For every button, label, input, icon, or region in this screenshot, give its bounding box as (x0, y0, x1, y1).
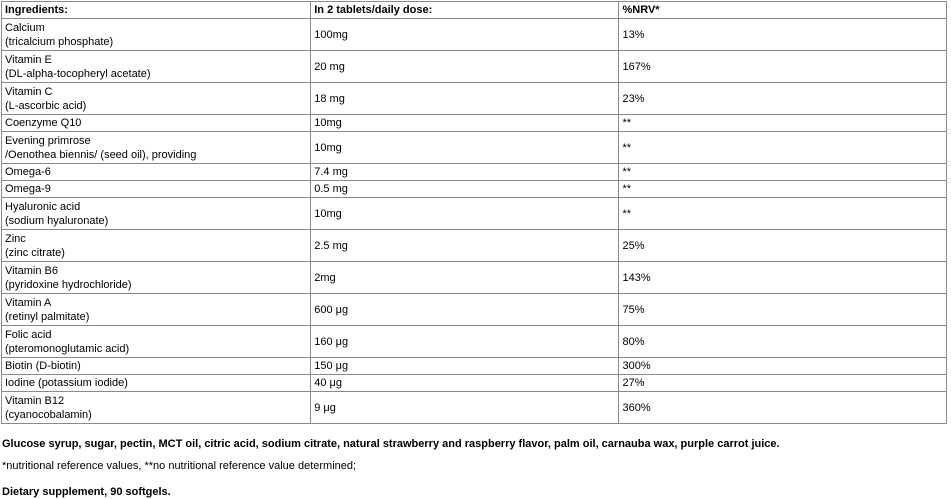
ingredient-cell (2, 326, 311, 358)
ingredient-source: (cyanocobalamin) (5, 408, 92, 421)
ingredient-name: Vitamin B12 (5, 394, 65, 407)
table-header-row (2, 2, 947, 19)
ingredient-name: Calcium (5, 21, 45, 34)
ingredient-cell (2, 294, 311, 326)
table-row (2, 392, 947, 424)
header-nrv: %NRV* (619, 2, 947, 19)
ingredient-name: Hyaluronic acid (5, 200, 81, 213)
ingredient-source: (zinc citrate) (5, 246, 65, 259)
table-row (2, 230, 947, 262)
nrv-footnote: *nutritional reference values, **no nutritional reference value determined; (2, 460, 357, 472)
ingredient-name: Iodine (potassium iodide) (5, 377, 128, 389)
ingredient-name: Evening primrose (5, 134, 91, 147)
dose-cell: 20 mg (311, 51, 619, 83)
dose-cell: 600 μg (311, 294, 619, 326)
ingredient-name: Vitamin A (5, 296, 52, 309)
table-row (2, 164, 947, 181)
nrv-cell: ** (619, 115, 947, 132)
dose-cell: 2.5 mg (311, 230, 619, 262)
ingredient-name: Biotin (D-biotin) (5, 360, 81, 372)
dose-cell: 40 μg (311, 375, 619, 392)
table-row (2, 115, 947, 132)
table-row (2, 132, 947, 164)
dose-cell: 10mg (311, 198, 619, 230)
ingredient-cell (2, 198, 311, 230)
ingredient-name: Folic acid (5, 328, 52, 341)
product-description: Dietary supplement, 90 softgels. (2, 486, 171, 498)
ingredients-list: Glucose syrup, sugar, pectin, MCT oil, citric acid, sodium citrate, natural strawberry and raspberry flavor, palm oil, carnauba wax, purple carrot juice. (2, 438, 780, 450)
ingredient-cell (2, 83, 311, 115)
table-row (2, 294, 947, 326)
ingredient-cell (2, 392, 311, 424)
nrv-cell: 360% (619, 392, 947, 424)
nrv-cell: ** (619, 132, 947, 164)
nrv-cell: ** (619, 181, 947, 198)
nrv-cell: 23% (619, 83, 947, 115)
ingredient-source: (tricalcium phosphate) (5, 35, 114, 48)
nrv-cell: 80% (619, 326, 947, 358)
ingredient-name: Zinc (5, 232, 26, 245)
ingredient-cell (2, 181, 311, 198)
ingredient-cell (2, 375, 311, 392)
ingredient-cell (2, 262, 311, 294)
header-daily-dose: In 2 tablets/daily dose: (311, 2, 619, 19)
ingredient-source: (sodium hyaluronate) (5, 214, 109, 227)
ingredient-source: (pteromonoglutamic acid) (5, 342, 130, 355)
ingredient-name: Coenzyme Q10 (5, 117, 82, 129)
dose-cell: 10mg (311, 115, 619, 132)
nrv-cell: 27% (619, 375, 947, 392)
nrv-cell: 300% (619, 358, 947, 375)
table-row (2, 262, 947, 294)
ingredient-name: Vitamin C (5, 85, 53, 98)
nrv-cell: 75% (619, 294, 947, 326)
nrv-cell: 143% (619, 262, 947, 294)
dose-cell: 10mg (311, 132, 619, 164)
ingredient-cell (2, 115, 311, 132)
dose-cell: 0.5 mg (311, 181, 619, 198)
ingredient-cell (2, 358, 311, 375)
ingredient-cell (2, 164, 311, 181)
header-ingredients: Ingredients: (2, 2, 311, 19)
dose-cell: 9 μg (311, 392, 619, 424)
ingredient-source: (retinyl palmitate) (5, 310, 90, 323)
nrv-cell: ** (619, 164, 947, 181)
dose-cell: 150 μg (311, 358, 619, 375)
nrv-cell: 13% (619, 19, 947, 51)
dose-cell: 100mg (311, 19, 619, 51)
dose-cell: 18 mg (311, 83, 619, 115)
ingredient-name: Omega-6 (5, 166, 51, 178)
dose-cell: 2mg (311, 262, 619, 294)
table-row (2, 19, 947, 51)
ingredient-name: Omega-9 (5, 183, 51, 195)
ingredient-cell (2, 230, 311, 262)
ingredient-cell (2, 132, 311, 164)
dose-cell: 7.4 mg (311, 164, 619, 181)
nrv-cell: 167% (619, 51, 947, 83)
table-row (2, 51, 947, 83)
dose-cell: 160 μg (311, 326, 619, 358)
table-row (2, 198, 947, 230)
ingredient-name: Vitamin E (5, 53, 52, 66)
table-row (2, 83, 947, 115)
ingredient-source: (L-ascorbic acid) (5, 99, 87, 112)
ingredient-cell (2, 19, 311, 51)
ingredient-source: (pyridoxine hydrochloride) (5, 278, 132, 291)
nutrient-table (1, 1, 947, 424)
table-row (2, 358, 947, 375)
ingredient-source: /Oenothea biennis/ (seed oil), providing (5, 148, 197, 161)
table-row (2, 326, 947, 358)
ingredient-name: Vitamin B6 (5, 264, 58, 277)
table-body (2, 19, 947, 424)
ingredient-cell (2, 51, 311, 83)
nrv-cell: 25% (619, 230, 947, 262)
table-row (2, 375, 947, 392)
nrv-cell: ** (619, 198, 947, 230)
table-row (2, 181, 947, 198)
ingredient-source: (DL-alpha-tocopheryl acetate) (5, 67, 151, 80)
